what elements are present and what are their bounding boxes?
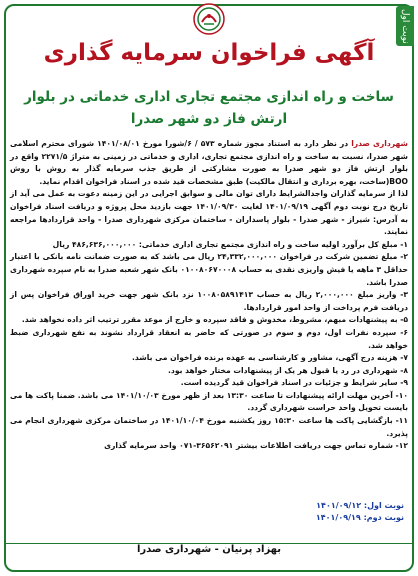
municipality-logo-icon [192,2,226,36]
intro-paragraph [10,138,408,188]
announcement-body [10,138,408,453]
list-item: ۳- واریز مبلغ ۲,۰۰۰,۰۰۰ ریال به حساب ۱۰۰۸۰۵۸۹۱۴۱۳ نزد بانک شهر جهت خرید اوراق فراخوان پس از دریافت فرم پرداخت از واحد امور قراردادها. [10,290,408,312]
list-item: ۲- مبلغ تضمین شرکت در فراخوان ۲۴,۳۳۲,۰۰۰,۰۰۰ ریال می باشد که به صورت ضمانت نامه بانکی با اعتبار حداقل ۳ ماهه یا فیش واریزی نقدی به حساب ۰۱۰۰۸۰۶۷۰۰۰۸ بانک شهر شعبه صدرا به نام سپرده شهرداری صدرا باشد. [10,252,409,287]
list-item: ۱۱- بازگشایی پاکت ها ساعت ۱۵:۳۰ روز یکشنبه مورخ ۱۴۰۱/۱۰/۰۴ در ساختمان مرکزی شهرداری انجام می پذیرد. [10,416,408,438]
list-item: ۹- سایر شرایط و جزئیات در اسناد فراخوان قید گردیده است. [180,378,408,388]
first-publication-date: نوبت اول: ۱۴۰۱/۰۹/۱۲ [316,501,404,510]
list-item: ۱۰- آخرین مهلت ارائه پیشنهادات تا ساعت ۱۳:۳۰ بعد از ظهر مورخ ۱۴۰۱/۱۰/۰۳ می باشد. ضمنا پاکت ها می بایست تحویل واحد حراست شهرداری گردد. [10,390,408,413]
list-item: ۱- مبلغ کل برآورد اولیه ساخت و راه اندازی مجتمع تجاری اداری خدماتی: ۴۸۶,۶۳۶,۰۰۰,۰۰۰ ریال [52,239,408,249]
list-item: ۸- شهرداری در رد یا قبول هر یک از پیشنهادات مختار خواهد بود. [168,365,408,375]
page-subtitle: ساخت و راه اندازی مجتمع تجاری اداری خدماتی در بلوار ارتش فاز دو شهر صدرا [24,89,394,127]
signature-line: بهزاد پرنیان - شهرداری صدرا [136,544,282,555]
list-item: ۱۲- شماره تماس جهت دریافت اطلاعات بیشتر ۳۶۵۶۲۰۹۱-۰۷۱ واحد سرمایه گذاری [104,441,408,451]
lead-text: شهرداری صدرا [351,139,408,148]
turn-badge: نوبت اول [396,6,414,46]
page-title: آگهی فراخوان سرمایه گذاری [43,40,375,66]
invite-paragraph: لذا از سرمایه گذاران واجدالشرایط دارای توان مالی و سوابق اجرایی در این زمینه دعوت به عمل می آید از تاریخ درج نوبت دوم آگهی ۱۴۰۱/۰۹/۱۹ لغایت ۱۴۰۱/۰۹/۳۰ جهت بازدید محل پروژه و دریافت اسناد فراخوان به آدرس: شیراز - شهر صدرا - بلوار پاسداران - ساختمان مرکزی شهرداری صدرا - واحد قراردادها مراجعه نمایند. [10,189,408,237]
second-publication-date: نوبت دوم: ۱۴۰۱/۰۹/۱۹ [315,513,404,522]
publication-dates [316,500,404,524]
intro-text: در نظر دارد به استناد مجوز شماره ۵۷۳ / ۶/شورا مورخ ۱۴۰۱/۰۸/۰۱ شورای محترم اسلامی شهر صدرا، نسبت به ساخت و راه اندازی مجتمع تجاری، اداری و خدماتی در زمینی به متراژ ۲۲۷۱/۵ واقع در بلوار ارتش فاز دو شهر صدرا به صورت مشارکتی از طریق جذب سرمایه گذار به روش با روش BOO(ساخت، بهره برداری و انتقال مالکیت) طبق مشخصات قید شده در اسناد فراخوان اقدام نماید. [10,139,408,186]
list-item: ۷- هزینه درج آگهی، مشاور و کارشناسی به عهده برنده فراخوان می باشد. [132,353,408,363]
list-item: ۶- سپرده نفرات اول، دوم و سوم در صورتی که حاضر به انعقاد قرارداد نشوند به نفع شهرداری ضبط خواهد شد. [10,327,408,350]
list-item: ۵- به پیشنهادات مبهم، مشروط، مخدوش و فاقد سپرده و خارج از موعد مقرر ترتیب اثر داده نخواهد شد. [21,315,408,325]
